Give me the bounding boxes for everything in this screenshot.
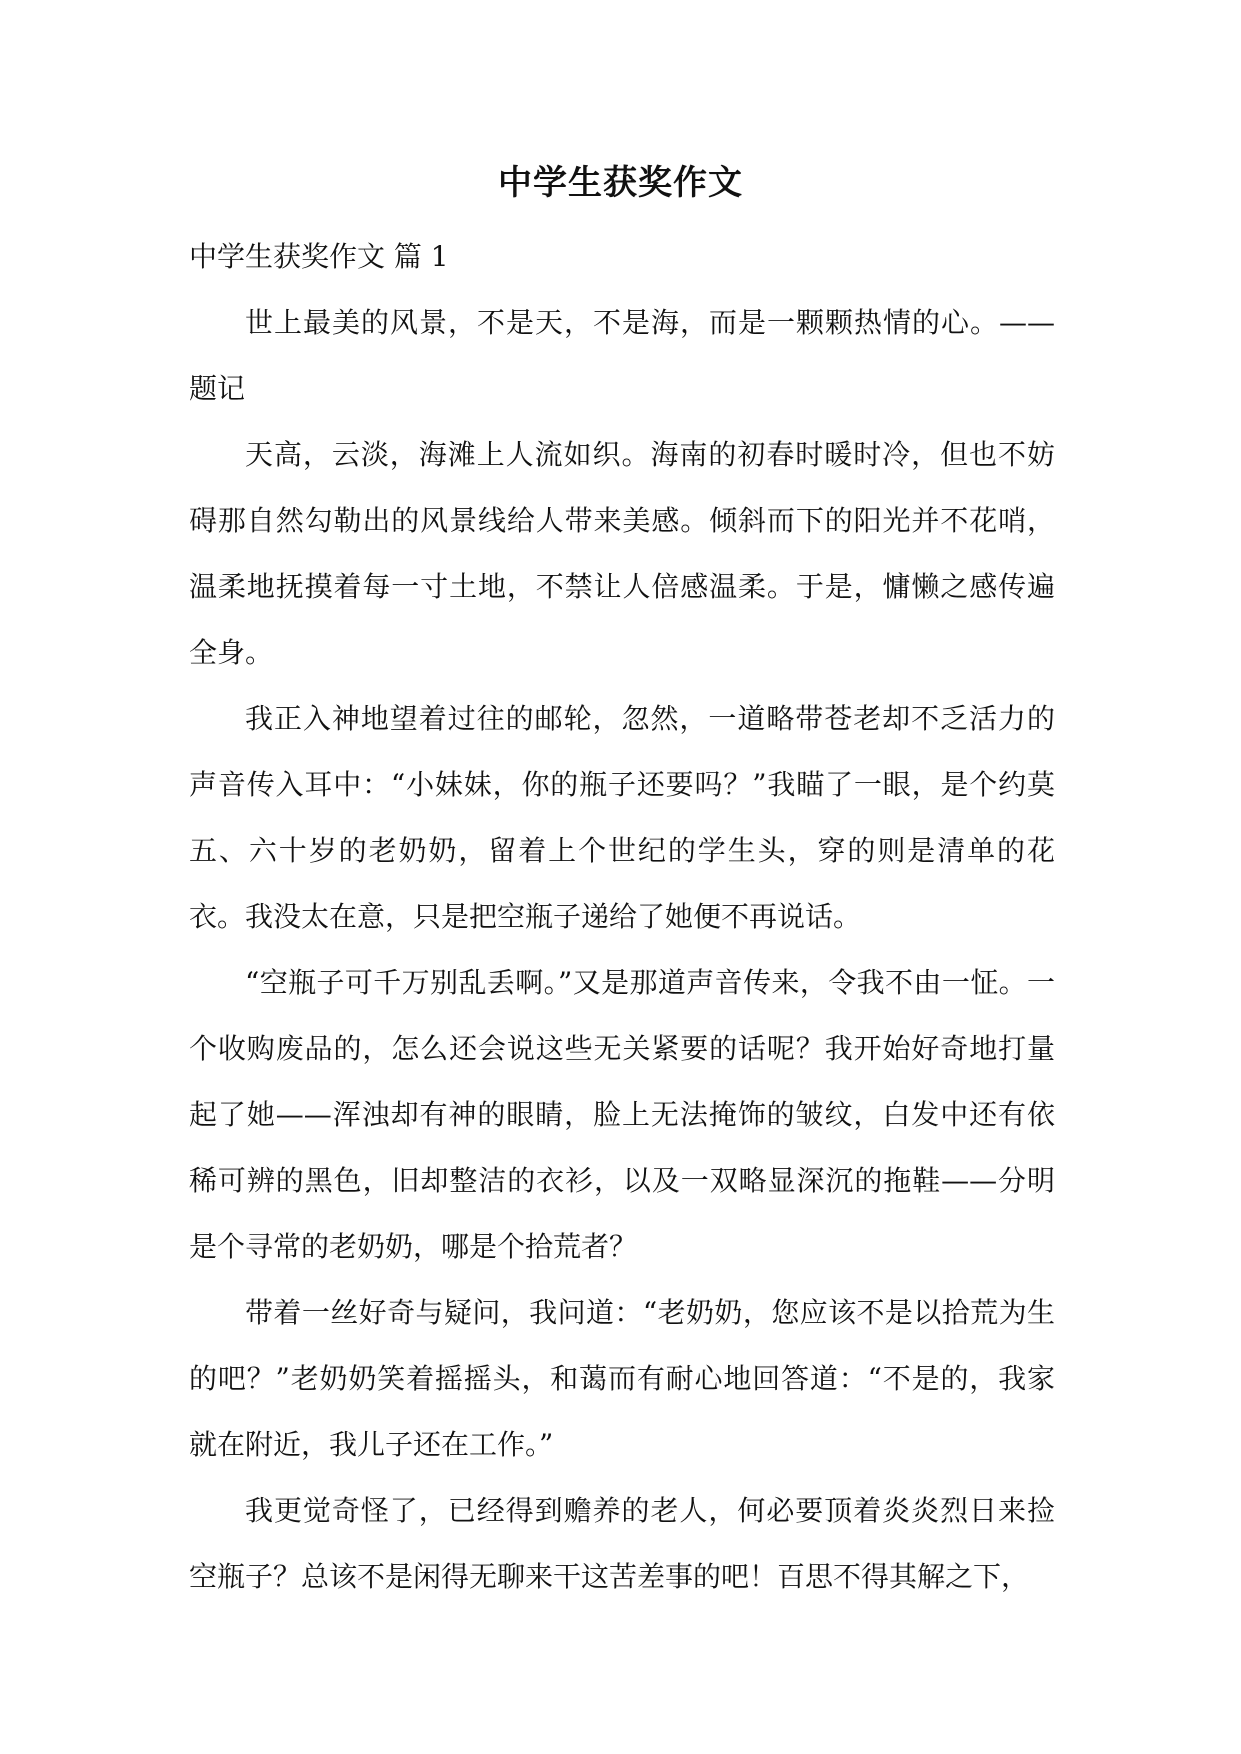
paragraph-question: 带着一丝好奇与疑问，我问道：“老奶奶，您应该不是以拾荒为生的吧？”老奶奶笑着摇摇头，和蔼而有耐心地回答道：“不是的，我家就在附近，我儿子还在工作。” (189, 1296, 1055, 1461)
paragraph-voice: 我正入神地望着过往的邮轮，忽然，一道略带苍老却不乏活力的声音传入耳中：“小妹妹，你的瓶子还要吗？”我瞄了一眼，是个约莫五、六十岁的老奶奶，留着上个世纪的学生头，穿的则是清单的花衣。我没太在意，只是把空瓶子递给了她便不再说话。 (189, 702, 1055, 933)
paragraph-bottles: “空瓶子可千万别乱丢啊。”又是那道声音传来，令我不由一怔。一个收购废品的，怎么还会说这些无关紧要的话呢？我开始好奇地打量起了她——浑浊却有神的眼睛，脸上无法掩饰的皱纹，白发中还有依稀可辨的黑色，旧却整洁的衣衫，以及一双略显深沉的拖鞋——分明是个寻常的老奶奶，哪是个拾荒者？ (189, 966, 1055, 1263)
paragraph-wonder: 我更觉奇怪了，已经得到赡养的老人，何必要顶着炎炎烈日来捡空瓶子？总该不是闲得无聊来干这苦差事的吧！百思不得其解之下， (189, 1494, 1055, 1593)
section-heading: 中学生获奖作文 篇 1 (189, 240, 449, 273)
paragraph-epigraph: 世上最美的风景，不是天，不是海，而是一颗颗热情的心。——题记 (189, 306, 1055, 405)
paragraph-beach: 天高，云淡，海滩上人流如织。海南的初春时暖时冷，但也不妨碍那自然勾勒出的风景线给人带来美感。倾斜而下的阳光并不花哨，温柔地抚摸着每一寸土地，不禁让人倍感温柔。于是，慵懒之感传遍全身。 (189, 438, 1055, 669)
document-title: 中学生获奖作文 (498, 163, 743, 203)
document-body (189, 224, 1055, 1610)
